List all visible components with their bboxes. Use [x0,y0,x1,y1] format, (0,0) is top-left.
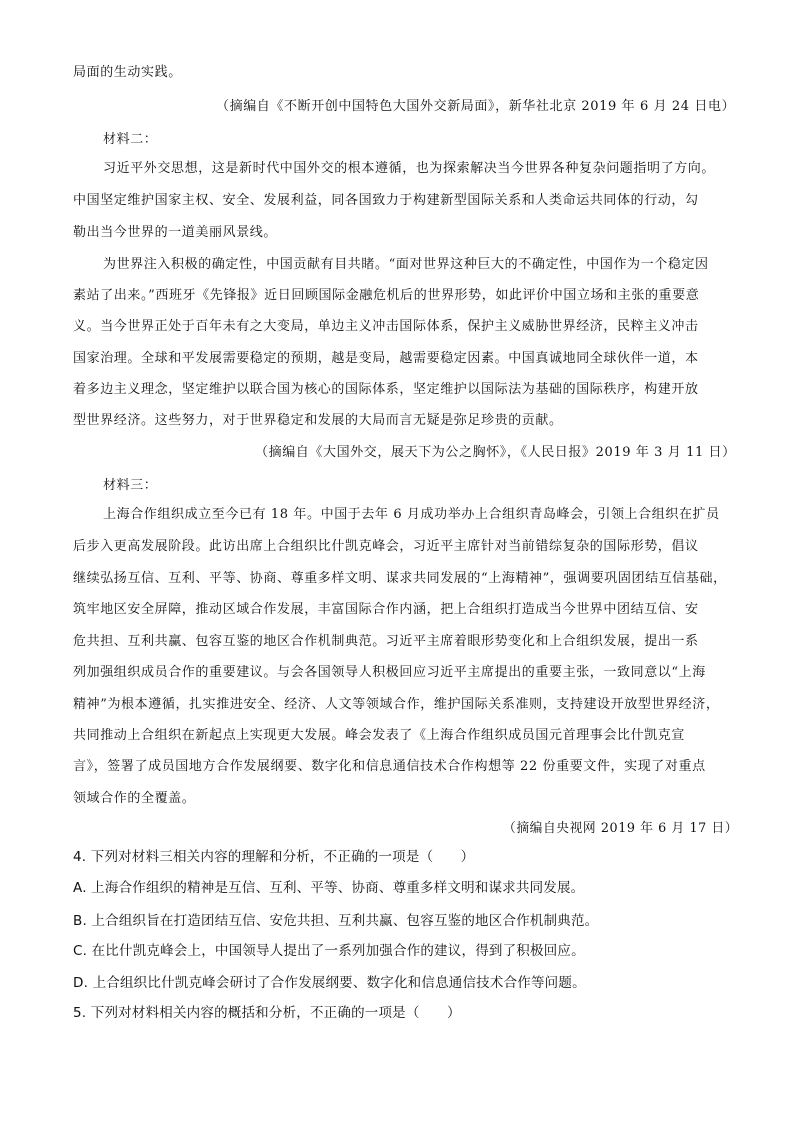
material3-source: （摘编自央视网 2019 年 6 月 17 日） [503,821,739,836]
material1-source: （摘编自《不断开创中国特色大国外交新局面》，新华社北京 2019 年 6 月 24 日电） [216,99,736,114]
material1-closing-line: 局面的生动实践。 [73,65,182,80]
material2-paragraph-line: 勒出当今世界的一道美丽风景线。 [73,225,278,240]
material3-paragraph-line: 领域合作的全覆盖。 [73,791,196,806]
question-4-option-d: D. 上合组织比什凯克峰会研讨了合作发展纲要、数字化和信息通信技术合作等问题。 [73,975,586,991]
material3-paragraph-line: 危共担、互利共赢、包容互鉴的地区合作机制典范。习近平主席着眼形势变化和上合组织发展，提出一系 [73,634,699,649]
material3-paragraph-line: 继续弘扬互信、互利、平等、协商、尊重多样文明、谋求共同发展的“上海精神”，强调要巩固团结互信基础， [73,571,727,586]
material3-paragraph-line: 言》，签署了成员国地方合作发展纲要、数字化和信息通信技术合作构想等 22 份重要文件，实现了对重点 [73,759,706,774]
material2-paragraph-line: 习近平外交思想，这是新时代中国外交的根本遵循，也为探索解决当今世界各种复杂问题指明了方向。 [103,161,716,176]
material2-paragraph-line: 型世界经济。这些努力，对于世界稳定和发展的大局而言无疑是弥足珍贵的贡献。 [73,413,563,428]
question-4-option-c: C. 在比什凯克峰会上，中国领导人提出了一系列加强合作的建议，得到了积极回应。 [73,943,585,959]
question-5-stem: 5. 下列对材料相关内容的概括和分析，不正确的一项是（ ） [73,1005,461,1021]
material2-paragraph-line: 着多边主义理念，坚定维护以联合国为核心的国际体系，坚定维护以国际法为基础的国际秩序，构建开放 [73,382,699,397]
material3-paragraph-line: 共同推动上合组织在新起点上实现更大发展。峰会发表了《上海合作组织成员国元首理事会比什凯克宣 [73,728,686,743]
material2-paragraph-line: 义。当今世界正处于百年未有之大变局，单边主义冲击国际体系，保护主义威胁世界经济，民粹主义冲击 [73,319,699,334]
material2-heading: 材料二： [103,132,158,147]
question-4-option-b: B. 上合组织旨在打造团结互信、安危共担、互利共赢、包容互鉴的地区合作机制典范。 [73,913,599,929]
question-4-option-a: A. 上海合作组织的精神是互信、互利、平等、协商、尊重多样文明和谋求共同发展。 [73,880,585,896]
material2-paragraph-line: 国家治理。全球和平发展需要稳定的预期，越是变局，越需要稳定因素。中国真诚地同全球伙伴一道，本 [73,351,699,366]
material2-paragraph-line: 素站了出来。”西班牙《先锋报》近日回顾国际金融危机后的世界形势，如此评价中国立场和主张的重要意 [73,288,700,303]
material2-paragraph-line: 为世界注入积极的确定性，中国贡献有目共睹。“面对世界这种巨大的不确定性，中国作为一个稳定因 [103,257,709,272]
material3-paragraph-line: 列加强组织成员合作的重要建议。与会各国领导人积极回应习近平主席提出的重要主张，一致同意以“上海 [73,665,706,680]
material3-heading: 材料三： [103,478,158,493]
material3-paragraph-line: 精神”为根本遵循，扎实推进安全、经济、人文等领域合作，维护国际关系准则，支持建设开放型世界经济， [73,697,720,712]
material2-source: （摘编自《大国外交，展天下为公之胸怀》，《人民日报》2019 年 3 月 11 日） [255,445,736,460]
material3-paragraph-line: 上海合作组织成立至今已有 18 年。中国于去年 6 月成功举办上合组织青岛峰会，引领上合组织在扩员 [103,507,720,522]
material3-paragraph-line: 后步入更高发展阶段。此访出席上合组织比什凯克峰会，习近平主席针对当前错综复杂的国际形势，倡议 [73,539,699,554]
question-4-stem: 4. 下列对材料三相关内容的理解和分析，不正确的一项是（ ） [73,849,475,865]
material2-paragraph-line: 中国坚定维护国家主权、安全、发展利益，同各国致力于构建新型国际关系和人类命运共同体的行动，勾 [73,193,699,208]
material3-paragraph-line: 筑牢地区安全屏障，推动区域合作发展，丰富国际合作内涵，把上合组织打造成当今世界中团结互信、安 [73,602,699,617]
